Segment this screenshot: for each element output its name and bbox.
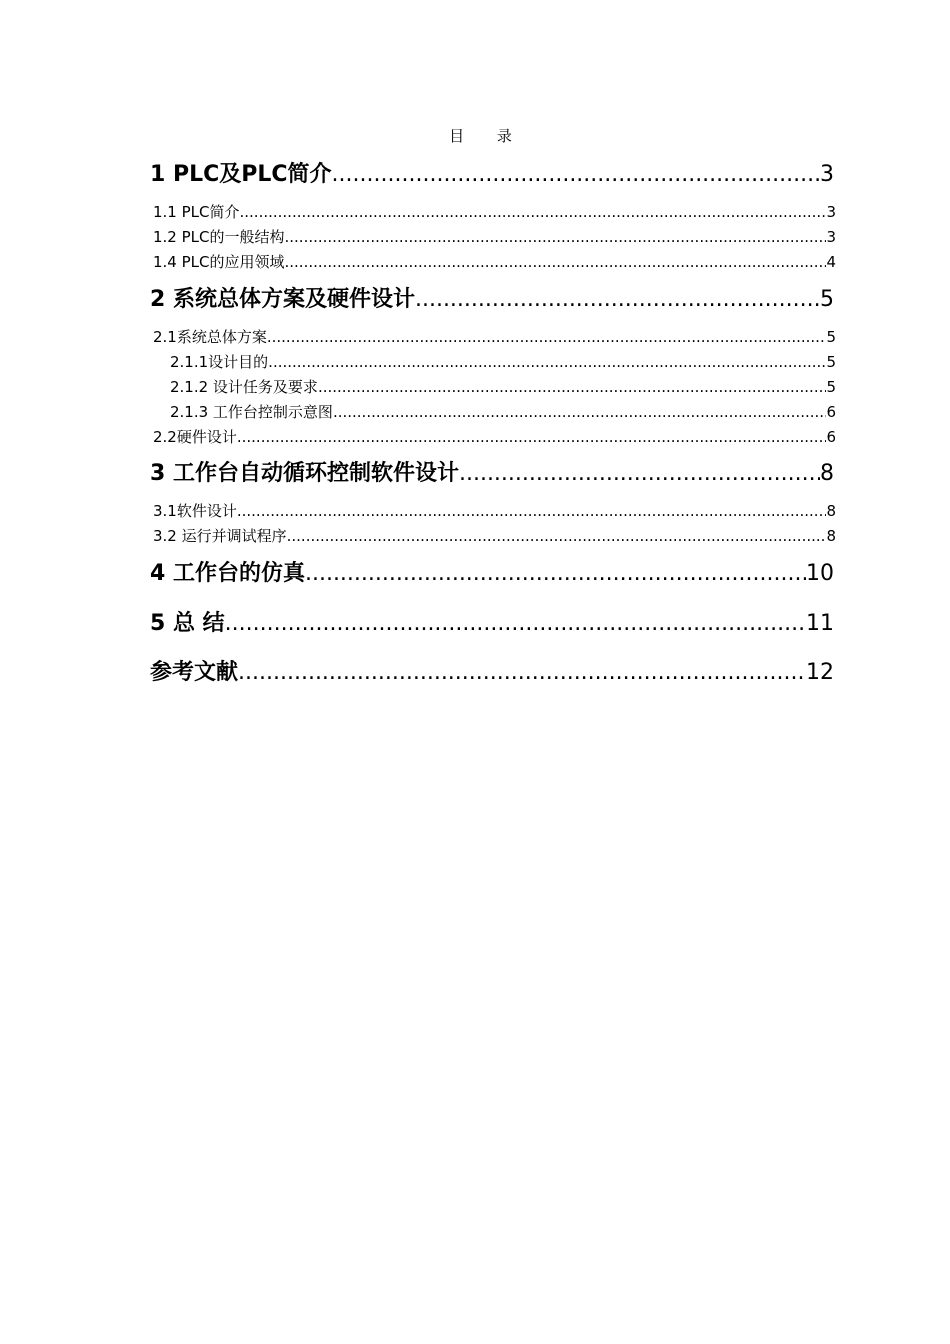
toc-entry-label: 2 系统总体方案及硬件设计 (150, 287, 415, 312)
toc-entry[interactable] (170, 402, 836, 422)
toc-entry[interactable] (150, 559, 834, 589)
toc-leader-dots (267, 327, 827, 347)
toc-title: 目 录 (449, 127, 526, 145)
toc-entry[interactable] (153, 501, 836, 521)
toc-page-number: 8 (826, 527, 836, 545)
toc-page-number: 6 (826, 403, 836, 421)
toc-leader-dots (237, 501, 827, 521)
toc-page-number: 11 (806, 611, 834, 636)
toc-leader-dots (268, 352, 826, 372)
toc-leader-dots (318, 377, 827, 397)
toc-entry-label: 2.1系统总体方案 (153, 328, 267, 346)
toc-entry-label: 5 总 结 (150, 611, 225, 636)
toc-page-number: 3 (826, 228, 836, 246)
toc-entry[interactable] (153, 327, 836, 347)
toc-page-number: 5 (820, 287, 834, 312)
toc-leader-dots (225, 609, 806, 639)
toc-entry-label: 2.2硬件设计 (153, 428, 237, 446)
toc-entry[interactable] (170, 377, 836, 397)
toc-leader-dots (333, 402, 827, 422)
toc-leader-dots (238, 658, 806, 688)
toc-page-number: 6 (826, 428, 836, 446)
toc-entry-label: 1.4 PLC的应用领域 (153, 253, 285, 271)
toc-leader-dots (287, 526, 827, 546)
toc-entry[interactable] (170, 352, 836, 372)
toc-entry[interactable] (150, 459, 834, 489)
toc-entry-label: 1.2 PLC的一般结构 (153, 228, 285, 246)
toc-entry-label: 1.1 PLC简介 (153, 203, 240, 221)
toc-entry-label: 3 工作台自动循环控制软件设计 (150, 461, 459, 486)
toc-entry[interactable] (150, 609, 834, 639)
toc-entry-label: 3.1软件设计 (153, 502, 237, 520)
toc-leader-dots (415, 285, 820, 315)
toc-page-number: 12 (806, 660, 834, 685)
toc-leader-dots (305, 559, 806, 589)
toc-page-number: 5 (826, 328, 836, 346)
toc-leader-dots (332, 160, 820, 190)
toc-entry[interactable] (150, 160, 834, 190)
toc-page-number: 3 (826, 203, 836, 221)
toc-entry-label: 2.1.2 设计任务及要求 (170, 378, 318, 396)
toc-leader-dots (240, 202, 827, 222)
toc-entry-label: 参考文献 (150, 660, 239, 685)
toc-page-number: 4 (826, 253, 836, 271)
toc-entry[interactable] (153, 526, 836, 546)
toc-entry[interactable] (150, 285, 834, 315)
toc-entry-label: 2.1.1设计目的 (170, 353, 269, 371)
toc-page-number: 3 (820, 162, 834, 187)
toc-leader-dots (459, 459, 820, 489)
toc-entry[interactable] (153, 227, 836, 247)
toc-entry-label: 1 PLC及PLC简介 (150, 162, 332, 187)
toc-entry[interactable] (153, 202, 836, 222)
toc-entry[interactable] (150, 658, 834, 688)
toc-page-number: 8 (826, 502, 836, 520)
toc-entry[interactable] (153, 427, 836, 447)
toc-entry-label: 2.1.3 工作台控制示意图 (170, 403, 333, 421)
toc-entry[interactable] (153, 252, 836, 272)
toc-leader-dots (237, 427, 827, 447)
toc-page-number: 8 (820, 461, 834, 486)
toc-page-number: 5 (826, 378, 836, 396)
toc-page-number: 10 (806, 561, 834, 586)
toc-page-number: 5 (826, 353, 836, 371)
toc-entry-label: 4 工作台的仿真 (150, 561, 305, 586)
toc-entry-label: 3.2 运行并调试程序 (153, 527, 287, 545)
toc-leader-dots (285, 227, 827, 247)
toc-leader-dots (285, 252, 827, 272)
